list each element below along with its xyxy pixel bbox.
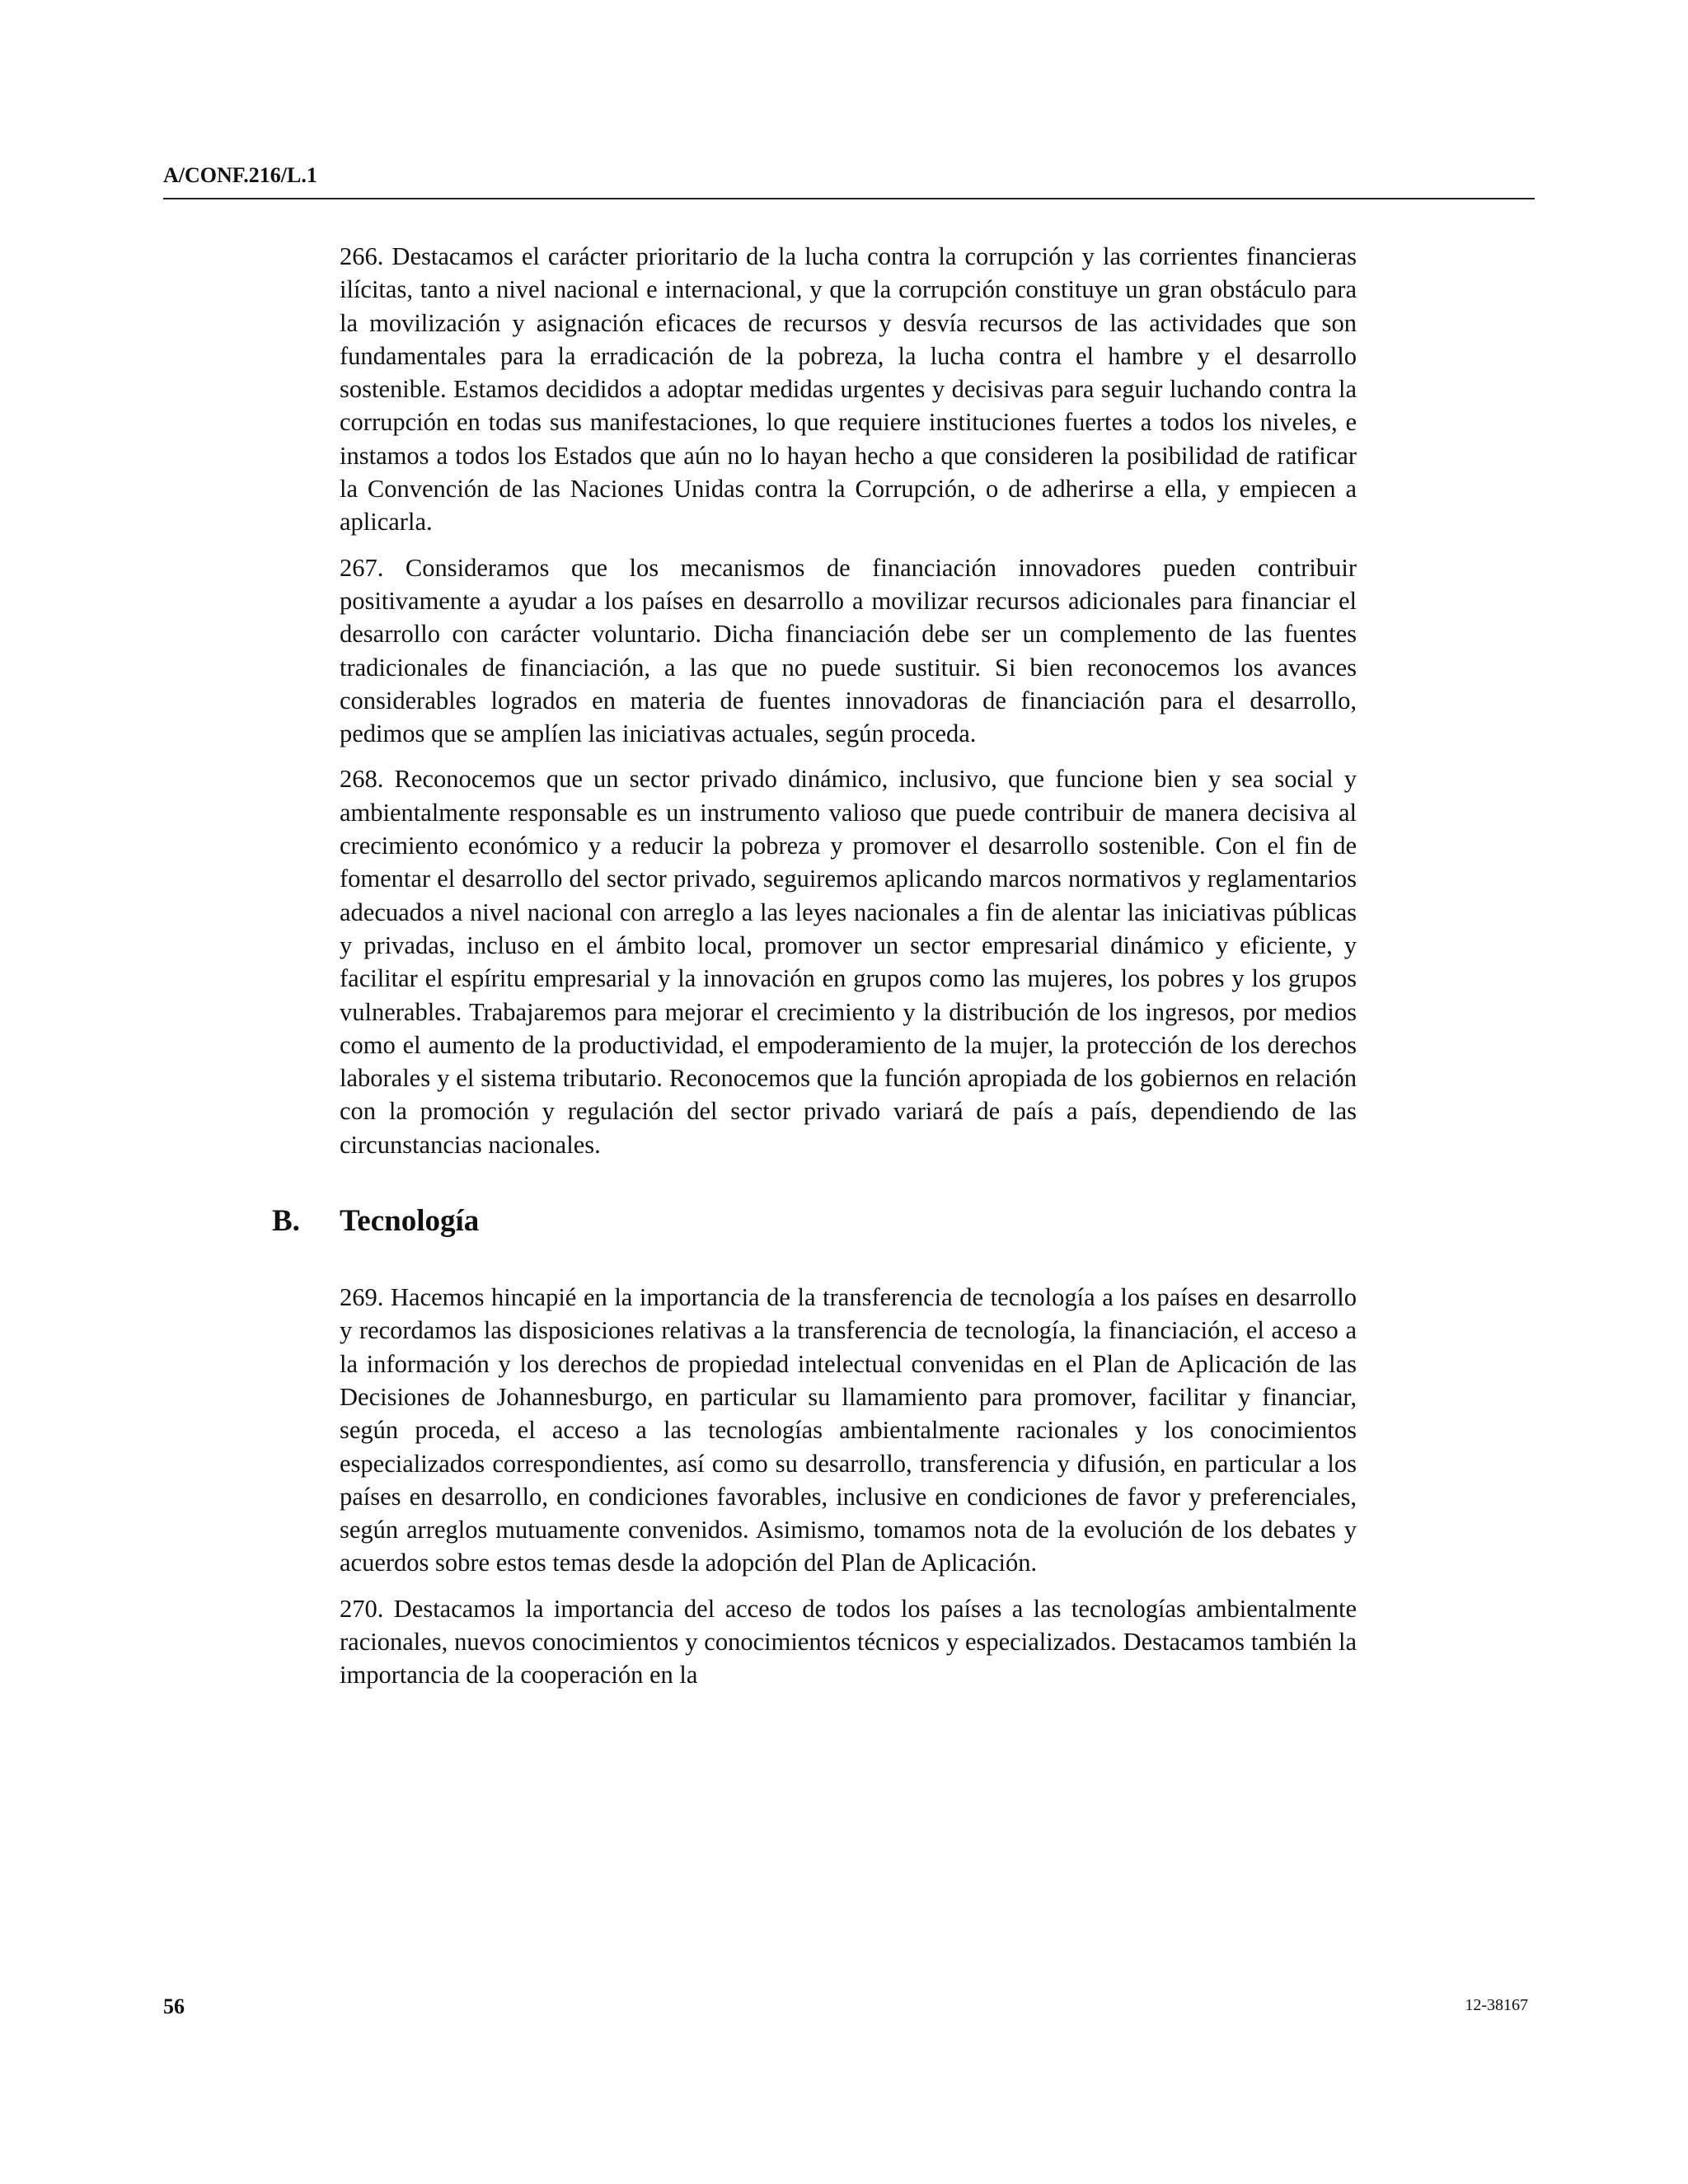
section-letter: B. [272, 1204, 300, 1239]
paragraph-269: 269. Hacemos hincapié en la importancia de la transferencia de tecnología a los países en desarrollo y recordamos las disposiciones relativas a la transferencia de tecnología, la financiación, el acceso a la información y los derechos de propiedad intelectual convenidas en el Plan de Aplicación de las Decisiones de Johannesburgo, en particular su llamamiento para promover, facilitar y financiar, según proceda, el acceso a las tecnologías ambientalmente racionales y los conocimientos especializados correspondientes, así como su desarrollo, transferencia y difusión, en particular a los países en desarrollo, en condiciones favorables, inclusive en condiciones de favor y preferenciales, según arreglos mutuamente convenidos. Asimismo, tomamos nota de la evolución de los debates y acuerdos sobre estos temas desde la adopción del Plan de Aplicación. [340, 1283, 1357, 1577]
header-divider [163, 198, 1535, 199]
document-body [272, 240, 1357, 1704]
paragraph-270: 270. Destacamos la importancia del acceso de todos los países a las tecnologías ambientalmente racionales, nuevos conocimientos y conocimientos técnicos y especializados. Destacamos también la importancia de la cooperación en la [340, 1594, 1357, 1690]
page-number: 56 [163, 1994, 185, 2018]
section-heading [272, 1203, 1357, 1240]
document-code: 12-38167 [1465, 1996, 1528, 2014]
section-title: Tecnología [340, 1204, 480, 1239]
paragraph-268: 268. Reconocemos que un sector privado dinámico, inclusivo, que funcione bien y sea social y ambientalmente responsable es un instrumento valioso que puede contribuir de manera decisiva al crecimiento económico y a reducir la pobreza y promover el desarrollo sostenible. Con el fin de fomentar el desarrollo del sector privado, seguiremos aplicando marcos normativos y reglamentarios adecuados a nivel nacional con arreglo a las leyes nacionales a fin de alentar las iniciativas públicas y privadas, incluso en el ámbito local, promover un sector empresarial dinámico y eficiente, y facilitar el espíritu empresarial y la innovación en grupos como las mujeres, los pobres y los grupos vulnerables. Trabajaremos para mejorar el crecimiento y la distribución de los ingresos, por medios como el aumento de la productividad, el empoderamiento de la mujer, la protección de los derechos laborales y el sistema tributario. Reconocemos que la función apropiada de los gobiernos en relación con la promoción y regulación del sector privado variará de país a país, dependiendo de las circunstancias nacionales. [340, 765, 1357, 1159]
document-symbol: A/CONF.216/L.1 [163, 163, 317, 187]
paragraph-266: 266. Destacamos el carácter prioritario de la lucha contra la corrupción y las corrientes financieras ilícitas, tanto a nivel nacional e internacional, y que la corrupción constituye un gran obstáculo para la movilización y asignación eficaces de recursos y desvía recursos de las actividades que son fundamentales para la erradicación de la pobreza, la lucha contra el hambre y el desarrollo sostenible. Estamos decididos a adoptar medidas urgentes y decisivas para seguir luchando contra la corrupción en todas sus manifestaciones, lo que requiere instituciones fuertes a todos los niveles, e instamos a todos los Estados que aún no lo hayan hecho a que consideren la posibilidad de ratificar la Convención de las Naciones Unidas contra la Corrupción, o de adherirse a ella, y empiecen a aplicarla. [340, 242, 1357, 537]
paragraph-267: 267. Consideramos que los mecanismos de financiación innovadores pueden contribuir positivamente a ayudar a los países en desarrollo a movilizar recursos adicionales para financiar el desarrollo con carácter voluntario. Dicha financiación debe ser un complemento de las fuentes tradicionales de financiación, a las que no puede sustituir. Si bien reconocemos los avances considerables logrados en materia de fuentes innovadoras de financiación para el desarrollo, pedimos que se amplíen las iniciativas actuales, según proceda. [340, 553, 1357, 748]
